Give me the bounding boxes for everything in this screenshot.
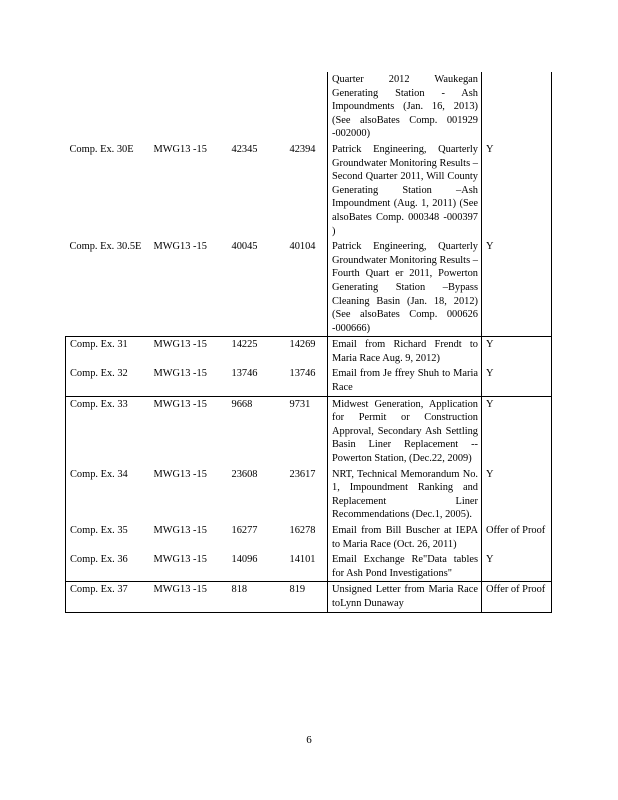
production-id-cell: MWG13 -15 xyxy=(153,554,207,566)
start-bates-cell: 818 xyxy=(228,582,286,612)
start-bates-cell: 16277 xyxy=(231,525,258,536)
admitted-cell: Y xyxy=(482,396,552,466)
admitted-cell xyxy=(482,72,552,142)
exhibit-cell: Comp. Ex. 32 xyxy=(66,366,150,396)
start-bates-cell: 23608 xyxy=(231,468,258,480)
description-cell: Midwest Generation, Application for Permit or Construction Approval, Secondary Ash Settling Basin Liner Replacement -- Powerton Station, (Dec.22, 2009) xyxy=(328,396,482,466)
table-row xyxy=(66,467,552,523)
exhibit-cell: Comp. Ex. 30E xyxy=(69,143,134,155)
exhibit-cell: Comp. Ex. 30.5E xyxy=(69,241,142,253)
exhibit-cell: Comp. Ex. 31 xyxy=(66,337,150,367)
table-row xyxy=(66,239,552,337)
description-cell: Email from Je ffrey Shuh to Maria Race xyxy=(328,366,482,396)
exhibit-table-body xyxy=(66,72,552,612)
description-cell: Patrick Engineering, Quarterly Groundwater Monitoring Results – Fourth Quart er 2011, Powerton Generating Station –Bypass Cleaning Basin (Jan. 18, 2012) (See alsoBates Comp. 000626 -000666) xyxy=(328,239,482,337)
table-row xyxy=(66,337,552,367)
description-cell: Patrick Engineering, Quarterly Groundwater Monitoring Results – Second Quarter 2011, Will County Generating Station –Ash Impoundment (Aug. 1, 2011) (See alsoBates Comp. 000348 -000397 ) xyxy=(328,142,482,239)
start-bates-cell: 42345 xyxy=(231,143,258,155)
exhibit-cell: Comp. Ex. 37 xyxy=(66,582,150,612)
description-cell: NRT, Technical Memorandum No. 1, Impoundment Ranking and Replacement Liner Recommendations (Dec.1, 2005). xyxy=(328,467,482,523)
end-bates-cell xyxy=(286,72,328,142)
table-row xyxy=(66,72,552,142)
exhibit-cell: Comp. Ex. 36 xyxy=(66,552,150,582)
table-row xyxy=(66,552,552,582)
admitted-cell: Y xyxy=(482,239,552,337)
exhibit-cell: Comp. Ex. 34 xyxy=(66,467,150,523)
admitted-cell: Offer of Proof xyxy=(482,582,552,612)
end-bates-cell: 9731 xyxy=(286,396,328,466)
end-bates-cell: 23617 xyxy=(289,468,316,480)
start-bates-cell xyxy=(228,72,286,142)
production-id-cell: MWG13 -15 xyxy=(153,525,207,536)
admitted-cell: Y xyxy=(482,552,552,582)
end-bates-cell: 16278 xyxy=(289,525,316,536)
admitted-cell: Y xyxy=(482,337,552,367)
description-cell: Email Exchange Re"Data tables for Ash Pond Investigations" xyxy=(328,552,482,582)
start-bates-cell: 13746 xyxy=(231,368,258,380)
production-id-cell: MWG13 -15 xyxy=(150,582,228,612)
exhibit-table xyxy=(65,72,552,613)
description-cell: Email from Richard Frendt to Maria Race Aug. 9, 2012) xyxy=(328,337,482,367)
page-number: 6 xyxy=(306,734,312,746)
end-bates-cell: 13746 xyxy=(289,368,316,380)
table-row xyxy=(66,366,552,396)
end-bates-cell: 42394 xyxy=(289,143,316,155)
start-bates-cell: 14096 xyxy=(231,554,258,566)
description-cell: Email from Bill Buscher at IEPA to Maria Race (Oct. 26, 2011) xyxy=(328,523,482,552)
admitted-cell: Y xyxy=(482,467,552,523)
table-row xyxy=(66,582,552,612)
table-row xyxy=(66,142,552,239)
start-bates-cell: 40045 xyxy=(231,241,258,253)
description-cell: Quarter 2012 Waukegan Generating Station - Ash Impoundments (Jan. 16, 2013) (See alsoBates Comp. 001929 -002000) xyxy=(328,72,482,142)
production-id-cell: MWG13 -15 xyxy=(153,368,207,380)
table-row xyxy=(66,396,552,466)
production-id-cell: MWG13 -15 xyxy=(150,337,228,367)
description-cell: Unsigned Letter from Maria Race toLynn Dunaway xyxy=(328,582,482,612)
end-bates-cell: 40104 xyxy=(289,241,316,253)
start-bates-cell: 14225 xyxy=(228,337,286,367)
admitted-cell: Y xyxy=(482,366,552,396)
production-id-cell: MWG13 -15 xyxy=(153,241,207,253)
admitted-cell: Y xyxy=(482,142,552,239)
start-bates-cell: 9668 xyxy=(228,396,286,466)
production-id-cell: MWG13 -15 xyxy=(150,396,228,466)
exhibit-cell xyxy=(66,72,150,142)
production-id-cell: MWG13 -15 xyxy=(153,143,207,155)
production-id-cell: MWG13 -15 xyxy=(153,468,207,480)
admitted-cell: Offer of Proof xyxy=(482,523,552,552)
exhibit-cell: Comp. Ex. 33 xyxy=(66,396,150,466)
end-bates-cell: 819 xyxy=(286,582,328,612)
exhibit-cell: Comp. Ex. 35 xyxy=(66,523,150,552)
production-id-cell xyxy=(150,72,228,142)
end-bates-cell: 14101 xyxy=(289,554,316,566)
end-bates-cell: 14269 xyxy=(286,337,328,367)
table-row xyxy=(66,523,552,552)
